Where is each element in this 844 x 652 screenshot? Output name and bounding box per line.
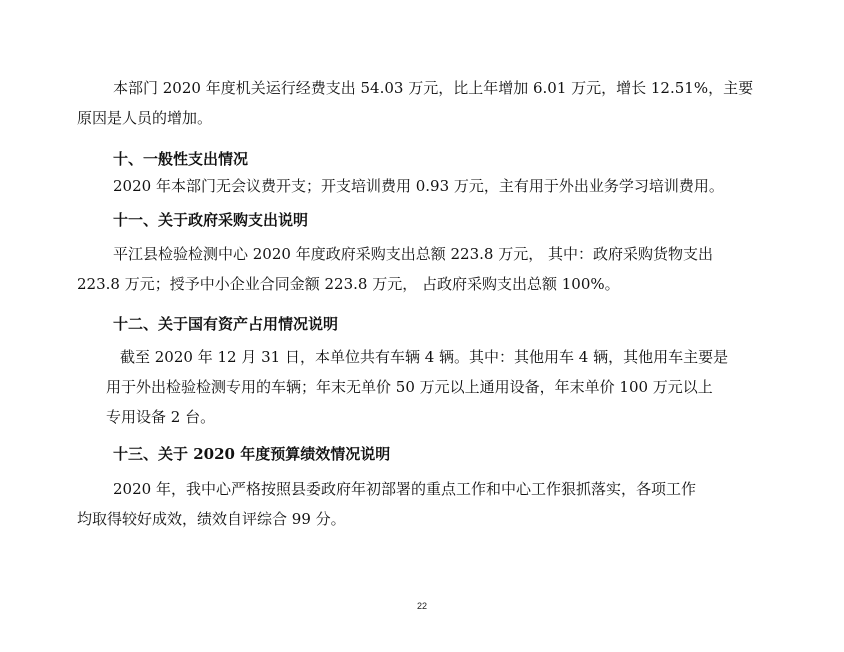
paragraph-9-line-2: 原因是人员的增加。 xyxy=(77,109,213,127)
page-number: 22 xyxy=(416,601,427,611)
paragraph-9-line-1: 本部门 2020 年度机关运行经费支出 54.03 万元，比上年增加 6.01 万元，增长 12.51%，主要 xyxy=(113,79,754,97)
section-10-heading: 十、一般性支出情况 xyxy=(113,150,249,168)
section-12-line-3: 专用设备 2 台。 xyxy=(106,408,216,426)
section-13-heading: 十三、关于 2020 年度预算绩效情况说明 xyxy=(113,445,391,463)
section-11-line-1: 平江县检验检测中心 2020 年度政府采购支出总额 223.8 万元， 其中：政府采购货物支出 xyxy=(113,245,713,263)
section-12-heading: 十二、关于国有资产占用情况说明 xyxy=(113,315,339,333)
section-13-line-2: 均取得较好成效，绩效自评综合 99 分。 xyxy=(77,510,346,528)
section-12-line-2: 用于外出检验检测专用的车辆；年末无单价 50 万元以上通用设备，年末单价 100 万元以上 xyxy=(106,378,713,396)
section-12-line-1: 截至 2020 年 12 月 31 日，本单位共有车辆 4 辆。其中：其他用车 4 辆，其他用车主要是 xyxy=(120,348,729,366)
section-13-line-1: 2020 年，我中心严格按照县委政府年初部署的重点工作和中心工作狠抓落实，各项工作 xyxy=(113,480,696,498)
section-10-line-1: 2020 年本部门无会议费开支；开支培训费用 0.93 万元，主有用于外出业务学习培训费用。 xyxy=(113,177,724,195)
section-11-heading: 十一、关于政府采购支出说明 xyxy=(113,211,309,229)
section-11-line-2: 223.8 万元；授予中小企业合同金额 223.8 万元， 占政府采购支出总额 100%。 xyxy=(77,275,620,293)
